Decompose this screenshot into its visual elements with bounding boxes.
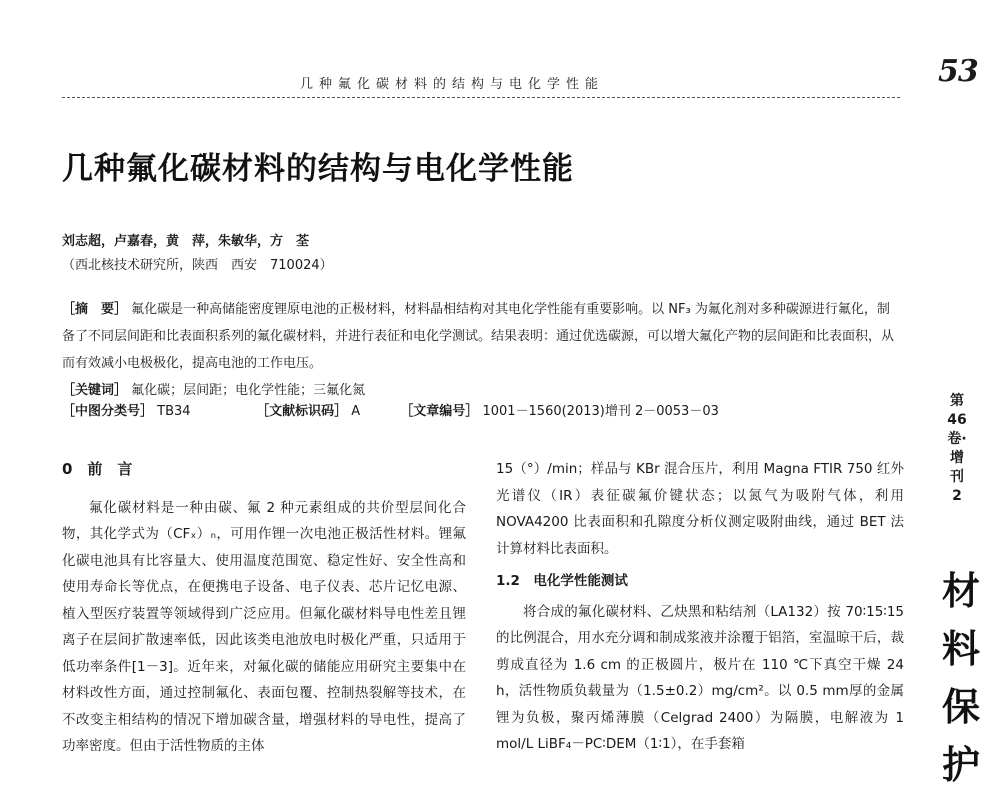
doc-code-label: ［文献标识码］: [256, 404, 348, 419]
author-list: 刘志超，卢嘉春，黄 萍，朱敏华，方 荃: [62, 234, 310, 249]
classification-line: [62, 400, 719, 419]
volume-side-label: 第46卷·增刊2: [947, 393, 967, 504]
clc-label: ［中图分类号］: [62, 404, 154, 419]
right-column: [496, 456, 904, 758]
header-divider: [62, 97, 900, 98]
section-heading-introduction: 0 前 言: [62, 460, 133, 478]
left-column: [62, 456, 466, 760]
introduction-paragraph: 氟化碳材料是一种由碳、氟 2 种元素组成的共价型层间化合物，其化学式为（CFₓ）ₙ，可用作锂一次电池正极活性材料。锂氟化碳电池具有比容量大、使用温度范围宽、稳定性好、安全性高和使用寿命长等优点，在便携电子设备、电子仪表、芯片记忆电源、植入型医疗装置等领域得到广泛应用。但氟化碳材料导电性差且锂离子在层间扩散速率低，因此该类电池放电时极化严重，只适用于低功率条件[1－3]。近年来，对氟化碳的储能应用研究主要集中在材料改性方面，通过控制氟化、表面包覆、控制热裂解等技术，在不改变主相结构的情况下增加碳含量，增强材料的导电性，提高了功率密度。但由于活性物质的主体: [62, 499, 466, 754]
page-number: 53: [938, 54, 978, 89]
article-number-value: 1001－1560(2013)增刊 2－0053－03: [482, 404, 719, 419]
keywords-label: ［关键词］: [62, 383, 128, 398]
subsection-heading-electrochemical-test: 1.2 电化学性能测试: [496, 573, 628, 589]
abstract-text: 氟化碳是一种高储能密度锂原电池的正极材料，材料晶相结构对其电化学性能有重要影响。以 NF₃ 为氟化剂对多种碳源进行氟化，制备了不同层间距和比表面积系列的氟化碳材料，并进行表征和电化学测试。结果表明：通过优选碳源，可以增大氟化产物的层间距和比表面积，从而有效减小电极极化，提高电池的工作电压。: [62, 302, 895, 371]
article-number-label: ［文章编号］: [400, 404, 479, 419]
abstract-label: ［摘 要］: [62, 302, 128, 317]
electrochemical-test-paragraph: 将合成的氟化碳材料、乙炔黑和粘结剂（LA132）按 70∶15∶15的比例混合，用水充分调和制成浆液并涂覆于铝箔，室温晾干后，裁剪成直径为 1.6 cm 的正极圆片，极片在 110 ℃下真空干燥 24 h，活性物质负载量为（1.5±0.2）mg/cm²。以 0.5 mm厚的金属锂为负极，聚丙烯薄膜（Celgrad 2400）为隔膜，电解液为 1 mol/L LiBF₄－PC∶DEM（1∶1），在手套箱: [496, 603, 904, 752]
clc-value: TB34: [157, 404, 191, 419]
abstract-block: [62, 296, 902, 404]
methods-continued-paragraph: 15（°）/min；样品与 KBr 混合压片，利用 Magna FTIR 750 红外光谱仪（IR）表征碳氟价键状态；以氮气为吸附气体，利用 NOVA4200 比表面积和孔隙度分析仪测定吸附曲线，通过 BET 法计算材料比表面积。: [496, 461, 904, 557]
journal-side-name: 材料保护: [941, 568, 980, 787]
doc-code-value: A: [351, 404, 361, 419]
article-title: 几种氟化碳材料的结构与电化学性能: [62, 151, 574, 187]
abstract-paragraph: [62, 296, 902, 377]
running-header: 几种氟化碳材料的结构与电化学性能: [300, 77, 605, 92]
author-affiliation: （西北核技术研究所，陕西 西安 710024）: [62, 258, 333, 273]
keywords-text: 氟化碳；层间距；电化学性能；三氟化氮: [131, 383, 366, 398]
